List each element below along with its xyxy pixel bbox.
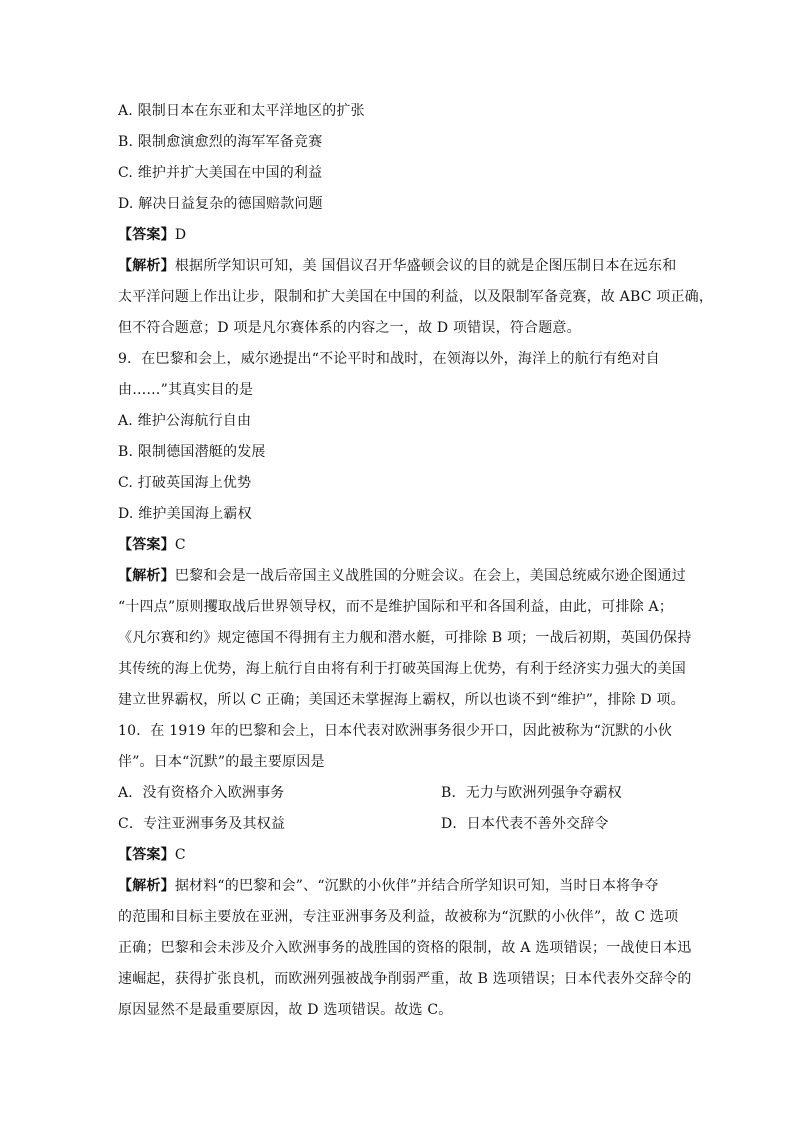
q10-options-row-2 xyxy=(118,809,678,840)
q8-answer-label: 【答案】 xyxy=(118,227,175,243)
q10-analysis-line-2: 的范围和目标主要放在亚洲，专注亚洲事务及利益，故被称为“沉默的小伙伴”，故 C 选项 xyxy=(118,909,679,925)
q10-analysis-label: 【解析】 xyxy=(118,878,175,894)
q10-answer xyxy=(118,840,678,871)
document-page xyxy=(118,96,714,1026)
q8-block xyxy=(118,96,714,344)
q10-analysis-text-1: 据材料“的巴黎和会”、“沉默的小伙伴”并结合所学知识可知，当时日本将争夺 xyxy=(174,878,659,894)
q10-answer-label: 【答案】 xyxy=(118,847,175,863)
q8-option-a: A. 限制日本在东亚和太平洋地区的扩张 xyxy=(118,103,365,119)
q8-analysis-text-1: 根据所学知识可知，美 国倡议召开华盛顿会议的目的就是企图压制日本在远东和 xyxy=(174,258,677,274)
q9-stem-line-2: 由……”其真实目的是 xyxy=(118,382,254,398)
q10-option-c: C．专注亚洲事务及其权益 xyxy=(118,816,286,832)
q9-analysis-line-1 xyxy=(118,561,687,592)
q10-analysis-line-5: 原因显然不是最重要原因，故 D 选项错误。故选 C。 xyxy=(118,1002,453,1018)
q10-option-d: D．日本代表不善外交辞令 xyxy=(441,816,609,832)
q8-option-c: C. 维护并扩大美国在中国的利益 xyxy=(118,165,323,181)
q9-analysis-text-1: 巴黎和会是一战后帝国主义战胜国的分赃会议。在会上，美国总统威尔逊企图通过 xyxy=(174,568,687,584)
q8-option-b: B. 限制愈演愈烈的海军军备竞赛 xyxy=(118,134,323,150)
q9-block xyxy=(118,344,692,716)
q9-analysis-line-5: 建立世界霸权，所以 C 正确；美国还未掌握海上霸权，所以也谈不到“维护”，排除 D 项。 xyxy=(118,692,685,708)
q10-stem-line-1: 10．在 1919 年的巴黎和会上，日本代表对欧洲事务很少开口，因此被称为“沉默的小伙 xyxy=(118,723,673,739)
q9-analysis-line-4: 其传统的海上优势，海上航行自由将有利于打破英国海上优势，有利于经济实力强大的美国 xyxy=(118,661,686,677)
q10-analysis-line-3: 正确；巴黎和会未涉及介入欧洲事务的战胜国的资格的限制，故 A 选项错误；一战使日本迅 xyxy=(118,940,692,956)
q9-option-d: D. 维护美国海上霸权 xyxy=(118,506,252,522)
q10-options-row-1 xyxy=(118,778,678,809)
q9-analysis-label: 【解析】 xyxy=(118,568,175,584)
q9-analysis-line-3: 《凡尔赛和约》规定德国不得拥有主力舰和潜水艇，可排除 B 项；一战后初期，英国仍保持 xyxy=(118,630,692,646)
q10-analysis-line-1 xyxy=(118,871,678,902)
q9-option-b: B. 限制德国潜艇的发展 xyxy=(118,444,266,460)
q9-analysis-line-2: “十四点”原则攫取战后世界领导权，而不是维护国际和平和各国利益，由此，可排除 A； xyxy=(118,599,674,615)
q9-answer-value: C xyxy=(174,537,186,553)
q9-option-c: C. 打破英国海上优势 xyxy=(118,475,252,491)
q8-analysis-line-2: 太平洋问题上作出让步，限制和扩大美国在中国的利益，以及限制军备竞赛，故 ABC 项正确， xyxy=(118,289,714,305)
q9-answer xyxy=(118,530,678,561)
q10-analysis-line-4: 速崛起，获得扩张良机，而欧洲列强被战争削弱严重，故 B 选项错误；日本代表外交辞令的 xyxy=(118,971,692,987)
q8-answer-value: D xyxy=(174,227,187,243)
q9-option-a: A. 维护公海航行自由 xyxy=(118,413,252,429)
q8-analysis-line-1 xyxy=(118,251,678,282)
q10-option-b: B．无力与欧洲列强争夺霸权 xyxy=(441,785,622,801)
q10-block xyxy=(118,716,692,1026)
q8-option-d: D. 解决日益复杂的德国赔款问题 xyxy=(118,196,323,212)
q10-option-a: A．没有资格介入欧洲事务 xyxy=(118,785,285,801)
q8-answer xyxy=(118,220,678,251)
q10-stem-line-2: 伴”。日本“沉默”的最主要原因是 xyxy=(118,754,325,770)
q9-answer-label: 【答案】 xyxy=(118,537,175,553)
q8-analysis-line-3: 但不符合题意；D 项是凡尔赛体系的内容之一，故 D 项错误，符合题意。 xyxy=(118,320,581,336)
q9-stem-line-1: 9．在巴黎和会上，威尔逊提出“不论平时和战时，在领海以外，海洋上的航行有绝对自 xyxy=(118,351,660,367)
q8-analysis-label: 【解析】 xyxy=(118,258,175,274)
q10-answer-value: C xyxy=(174,847,186,863)
